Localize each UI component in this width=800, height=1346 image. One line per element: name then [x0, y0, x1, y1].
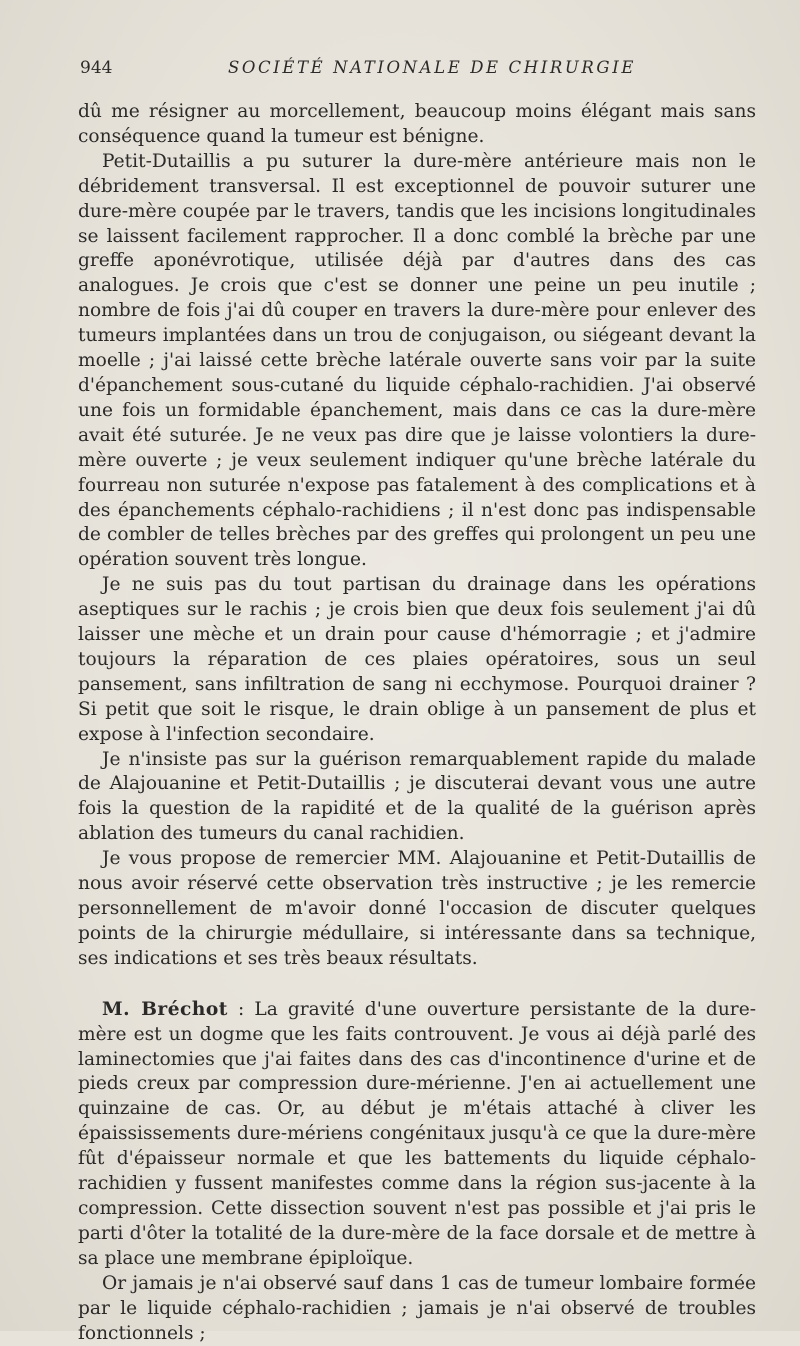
brechot-text: : La gravité d'une ouverture persistante de la dure-mère est un dogme que les faits controuvent. Je vous ai déjà parlé des laminectomies que j'ai faites dans des cas d'incontinence d'urine et de pieds creux par compression dure-mérienne. J'en ai actuellement une quinzaine de cas. Or, au début je m'étais attaché à cliver les épaississements dure-mériens congénitaux jusqu'à ce que la dure-mère fût d'épaisseur normale et que les battements du liquide céphalo-rachidien y fussent manifestes comme dans la région sus-jacente à la compression. Cette dissection souvent n'est pas possible et j'ai pris le parti d'ôter la totalité de la dure-mère de la face dorsale et de mettre à sa place une membrane épiploïque. — [78, 998, 756, 1269]
page-number: 944 — [80, 58, 113, 78]
speaker-name: M. Bréchot — [102, 998, 228, 1020]
body-text — [78, 100, 756, 1346]
page-header — [80, 58, 760, 84]
paragraph-drainage: Je ne suis pas du tout partisan du drainage dans les opérations aseptiques sur le rachis ; je crois bien que deux fois seulement j'ai dû laisser une mèche et un drain pour cause d'hémorragie ; et j'admire toujours la réparation de ces plaies opératoires, sous un seul pansement, sans infiltration de sang ni ecchymose. Pourquoi drainer ? Si petit que soit le risque, le drain oblige à un pansement de plus et expose à l'infection secondaire. — [78, 574, 756, 745]
paragraph-healing: Je n'insiste pas sur la guérison remarquablement rapide du malade de Alajouanine et Petit-Dutaillis ; je discuterai devant vous une autre fois la question de la rapidité et de la qualité de la guérison après ablation des tumeurs du canal rachidien. — [78, 748, 756, 845]
paragraph-final: Or jamais je n'ai observé sauf dans 1 cas de tumeur lombaire formée par le liquide céphalo-rachidien ; jamais je n'ai observé de troubles fonctionnels ; — [78, 1272, 756, 1344]
running-title: SOCIÉTÉ NATIONALE DE CHIRURGIE — [228, 58, 636, 77]
paragraph-thanks: Je vous propose de remercier MM. Alajouanine et Petit-Dutaillis de nous avoir réservé cette observation très instructive ; je les remercie personnellement de m'avoir donné l'occasion de discuter quelques points de la chirurgie médullaire, si intéressante dans sa technique, ses indications et ses très beaux résultats. — [78, 848, 756, 969]
paragraph-continued: dû me résigner au morcellement, beaucoup moins élégant mais sans conséquence quand la tumeur est bénigne. — [78, 101, 756, 147]
paragraph-dura-mater: Petit-Dutaillis a pu suturer la dure-mère antérieure mais non le débridement transversal. Il est exceptionnel de pouvoir suturer une dure-mère coupée par le travers, tandis que les incisions longitudinales se laissent facilement rapprocher. Il a donc comblé la brèche par une greffe aponévrotique, utilisée déjà par d'autres dans des cas analogues. Je crois que c'est se donner une peine un peu inutile ; nombre de fois j'ai dû couper en travers la dure-mère pour enlever des tumeurs implantées dans un trou de conjugaison, ou siégeant devant la moelle ; j'ai laissé cette brèche latérale ouverte sans voir par la suite d'épanchement sous-cutané du liquide céphalo-rachidien. J'ai observé une fois un formidable épanchement, mais dans ce cas la dure-mère avait été suturée. Je ne veux pas dire que je laisse volontiers la dure-mère ouverte ; je veux seulement indiquer qu'une brèche latérale du fourreau non suturée n'expose pas fatalement à des complications et à des épanchements céphalo-rachidiens ; il n'est donc pas indispensable de combler de telles brèches par des greffes qui prolongent un peu une opération souvent très longue. — [78, 150, 756, 571]
brechot-intervention — [78, 998, 756, 1272]
